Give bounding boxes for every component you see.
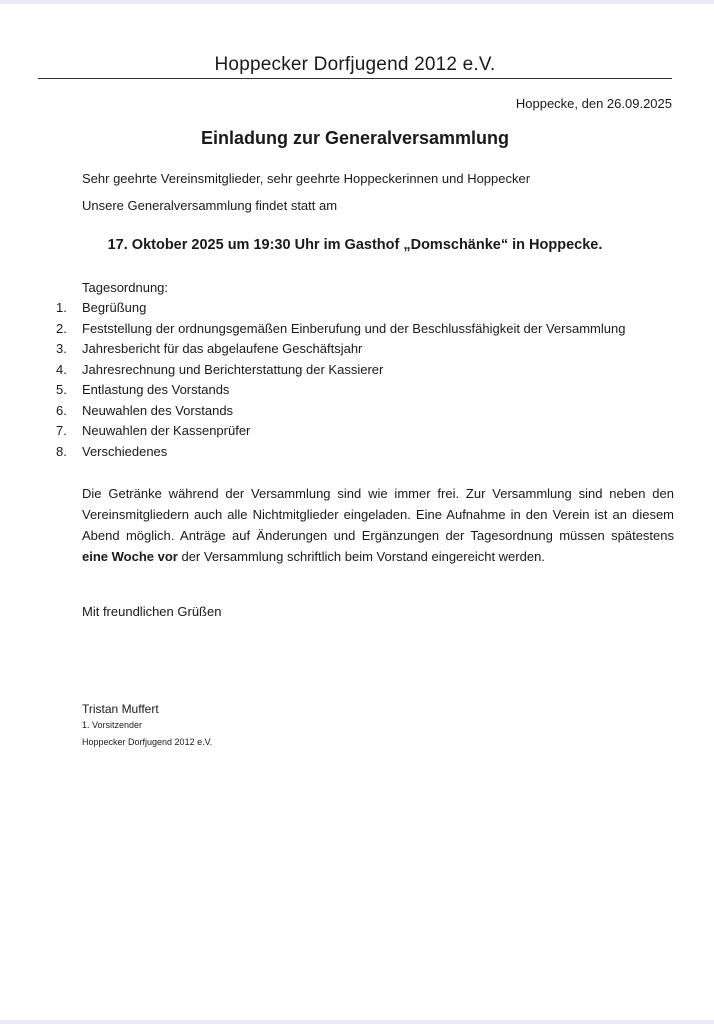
- body-text-emphasis: eine Woche vor: [82, 549, 178, 564]
- body-text-part2: der Versammlung schriftlich beim Vorstand eingereicht werden.: [181, 549, 545, 564]
- closing: Mit freundlichen Grüßen: [82, 604, 222, 619]
- agenda-item: [56, 360, 625, 381]
- signature-name: Tristan Muffert: [82, 702, 159, 716]
- agenda-item-number: 5.: [56, 382, 67, 397]
- agenda-item: [56, 442, 625, 463]
- agenda-item: [56, 380, 625, 401]
- agenda-list: [56, 298, 625, 462]
- agenda-item-text: Jahresrechnung und Berichterstattung der Kassierer: [82, 361, 384, 377]
- agenda-item-text: Neuwahlen der Kassenprüfer: [82, 423, 251, 438]
- body-paragraph: [82, 483, 674, 567]
- agenda-item-text: Feststellung der ordnungsgemäßen Einberufung und der Beschlussfähigkeit der Versammlung: [82, 320, 626, 336]
- agenda-item-number: 1.: [56, 300, 67, 315]
- agenda-item: [56, 401, 625, 422]
- agenda-item-text: Jahresbericht für das abgelaufene Geschäftsjahr: [82, 341, 363, 356]
- agenda-item: [56, 339, 625, 360]
- agenda-item-text: Verschiedenes: [82, 443, 168, 459]
- signature-organization: Hoppecker Dorfjugend 2012 e.V.: [82, 737, 213, 747]
- body-text-part1: Die Getränke während der Versammlung sind wie immer frei. Zur Versammlung sind neben den Vereinsmitgliedern auch alle Nichtmitglieder eingeladen. Eine Aufnahme in den Verein ist an diesem Abend möglich. Anträge auf Änderungen und Ergänzungen der Tagesordnung müssen spätestens: [82, 486, 674, 543]
- agenda-item-number: 6.: [56, 402, 67, 418]
- agenda-item: [56, 421, 625, 442]
- signature-role: 1. Vorsitzender: [82, 720, 143, 730]
- agenda-item-text: Entlastung des Vorstands: [82, 382, 230, 397]
- salutation: Sehr geehrte Vereinsmitglieder, sehr geehrte Hoppeckerinnen und Hoppecker: [82, 171, 531, 186]
- agenda-item-number: 2.: [56, 320, 67, 336]
- agenda-item-text: Neuwahlen des Vorstands: [82, 402, 234, 418]
- agenda-item-number: 7.: [56, 423, 67, 438]
- agenda-item: [56, 298, 625, 319]
- agenda-item-number: 3.: [56, 341, 67, 356]
- agenda-item-number: 4.: [56, 361, 67, 377]
- date-line: Hoppecke, den 26.09.2025: [515, 96, 672, 111]
- letterhead: Hoppecker Dorfjugend 2012 e.V.: [214, 54, 496, 75]
- event-details: 17. Oktober 2025 um 19:30 Uhr im Gasthof „Domschänke“ in Hoppecke.: [107, 237, 603, 253]
- agenda-item-number: 8.: [56, 443, 67, 459]
- agenda-label: Tagesordnung:: [82, 280, 169, 295]
- agenda-item: [56, 319, 625, 340]
- agenda-item-text: Begrüßung: [82, 300, 147, 315]
- intro-text: Unsere Generalversammlung findet statt am: [82, 198, 338, 213]
- document-title: Einladung zur Generalversammlung: [200, 128, 510, 148]
- document-page: [0, 4, 714, 1020]
- letterhead-divider: [38, 78, 672, 79]
